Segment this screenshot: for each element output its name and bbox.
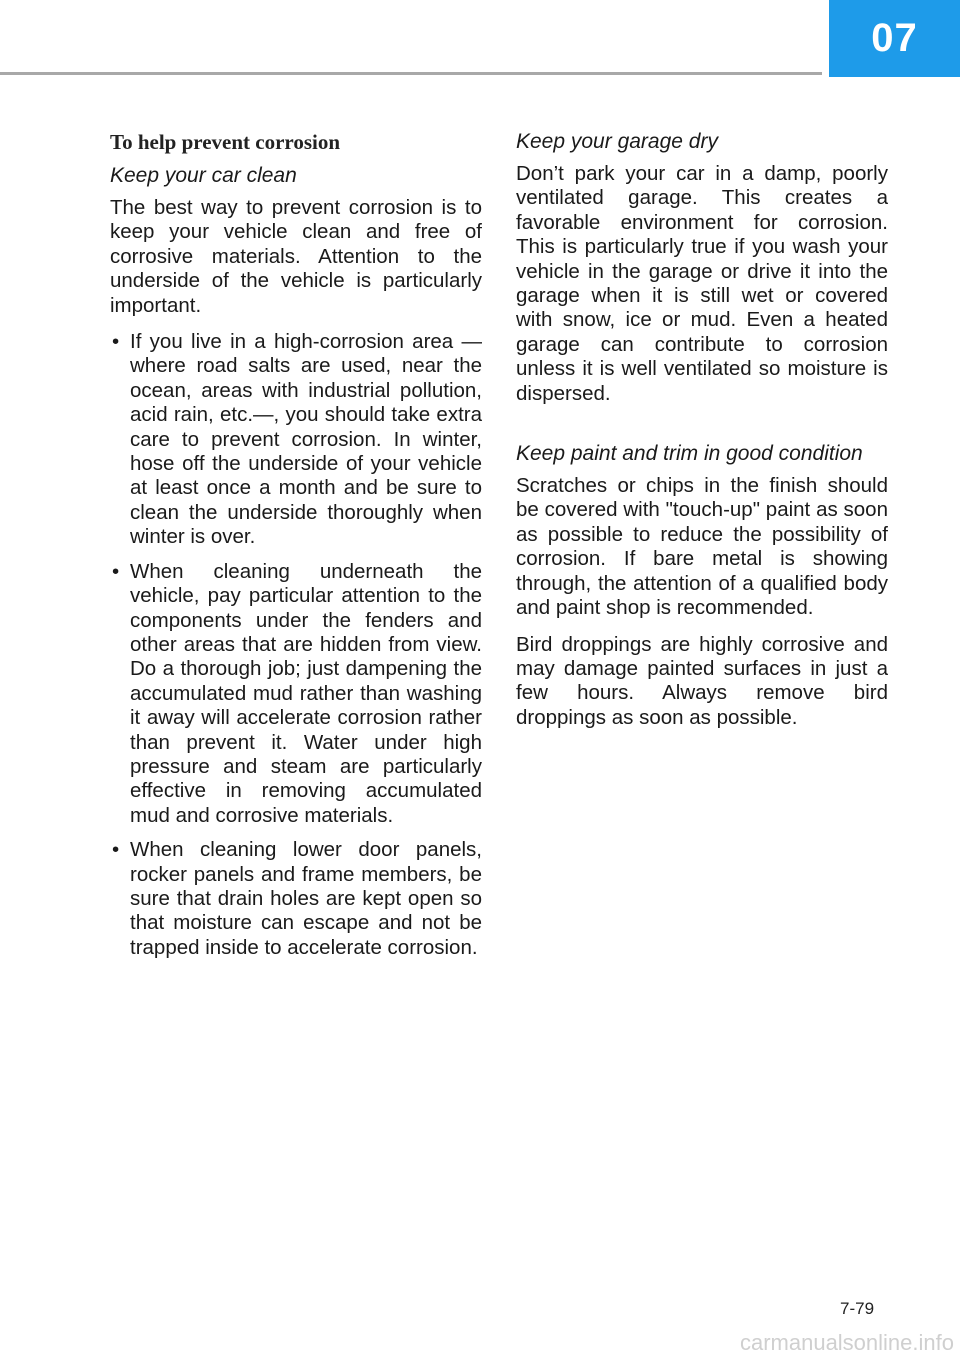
paragraph-garage: Don’t park your car in a damp, poorly ventilated garage. This creates a favorable environment for corrosion. This is particularly true if you wash your vehicle in the garage or drive it into the garage when it is still wet or covered with snow, ice or mud. Even a heated garage can contribute to corrosion unless it is well ventilated so moisture is dispersed.	[516, 162, 888, 405]
paragraph-clean-intro: The best way to prevent corrosion is to keep your vehicle clean and free of corrosive materials. Attention to the underside of the vehicle is particularly important.	[110, 196, 482, 317]
right-column	[516, 130, 888, 742]
bullet-item-drain-holes: • When cleaning lower door panels, rocker panels and frame members, be sure that drain holes are kept open so that moisture can escape and not be trapped inside to accelerate corrosion.	[110, 838, 482, 960]
watermark: carmanualsonline.info	[739, 1330, 954, 1355]
chapter-tab: 07	[829, 0, 960, 77]
paragraph-bird-droppings: Bird droppings are highly corrosive and may damage painted surfaces in just a few hours. Always remove bird droppings as soon as possible.	[516, 632, 888, 729]
header-rule	[0, 72, 822, 75]
subheading-keep-car-clean: Keep your car clean	[110, 164, 297, 187]
paragraph-scratches: Scratches or chips in the finish should be covered with "touch-up" paint as soon as possible to reduce the possibility of corrosion. If bare metal is showing through, the attention of a qualified body and paint shop is recommended.	[516, 474, 888, 620]
spacer	[516, 418, 888, 442]
left-column	[110, 130, 482, 970]
bullet-list	[110, 330, 482, 960]
section-heading: To help prevent corrosion	[110, 130, 341, 154]
subheading-garage-dry: Keep your garage dry	[516, 130, 718, 153]
bullet-item-cleaning-underneath: • When cleaning underneath the vehicle, pay particular attention to the components under the fenders and other areas that are hidden from view. Do a thorough job; just dampening the accumulated mud rather than washing it away will accelerate corrosion rather than prevent it. Water under high pressure and steam are particularly effective in removing accumulated mud and corrosive materials.	[110, 560, 482, 828]
bullet-item-high-corrosion: • If you live in a high-corrosion area — where road salts are used, near the ocean, areas with industrial pollution, acid rain, etc.—, you should take extra care to prevent corrosion. In winter, hose off the underside of your vehicle at least once a month and be sure to clean the underside thoroughly when winter is over.	[110, 330, 482, 550]
subheading-paint-trim: Keep paint and trim in good condition	[516, 442, 863, 466]
page-number: 7-79	[840, 1299, 875, 1318]
